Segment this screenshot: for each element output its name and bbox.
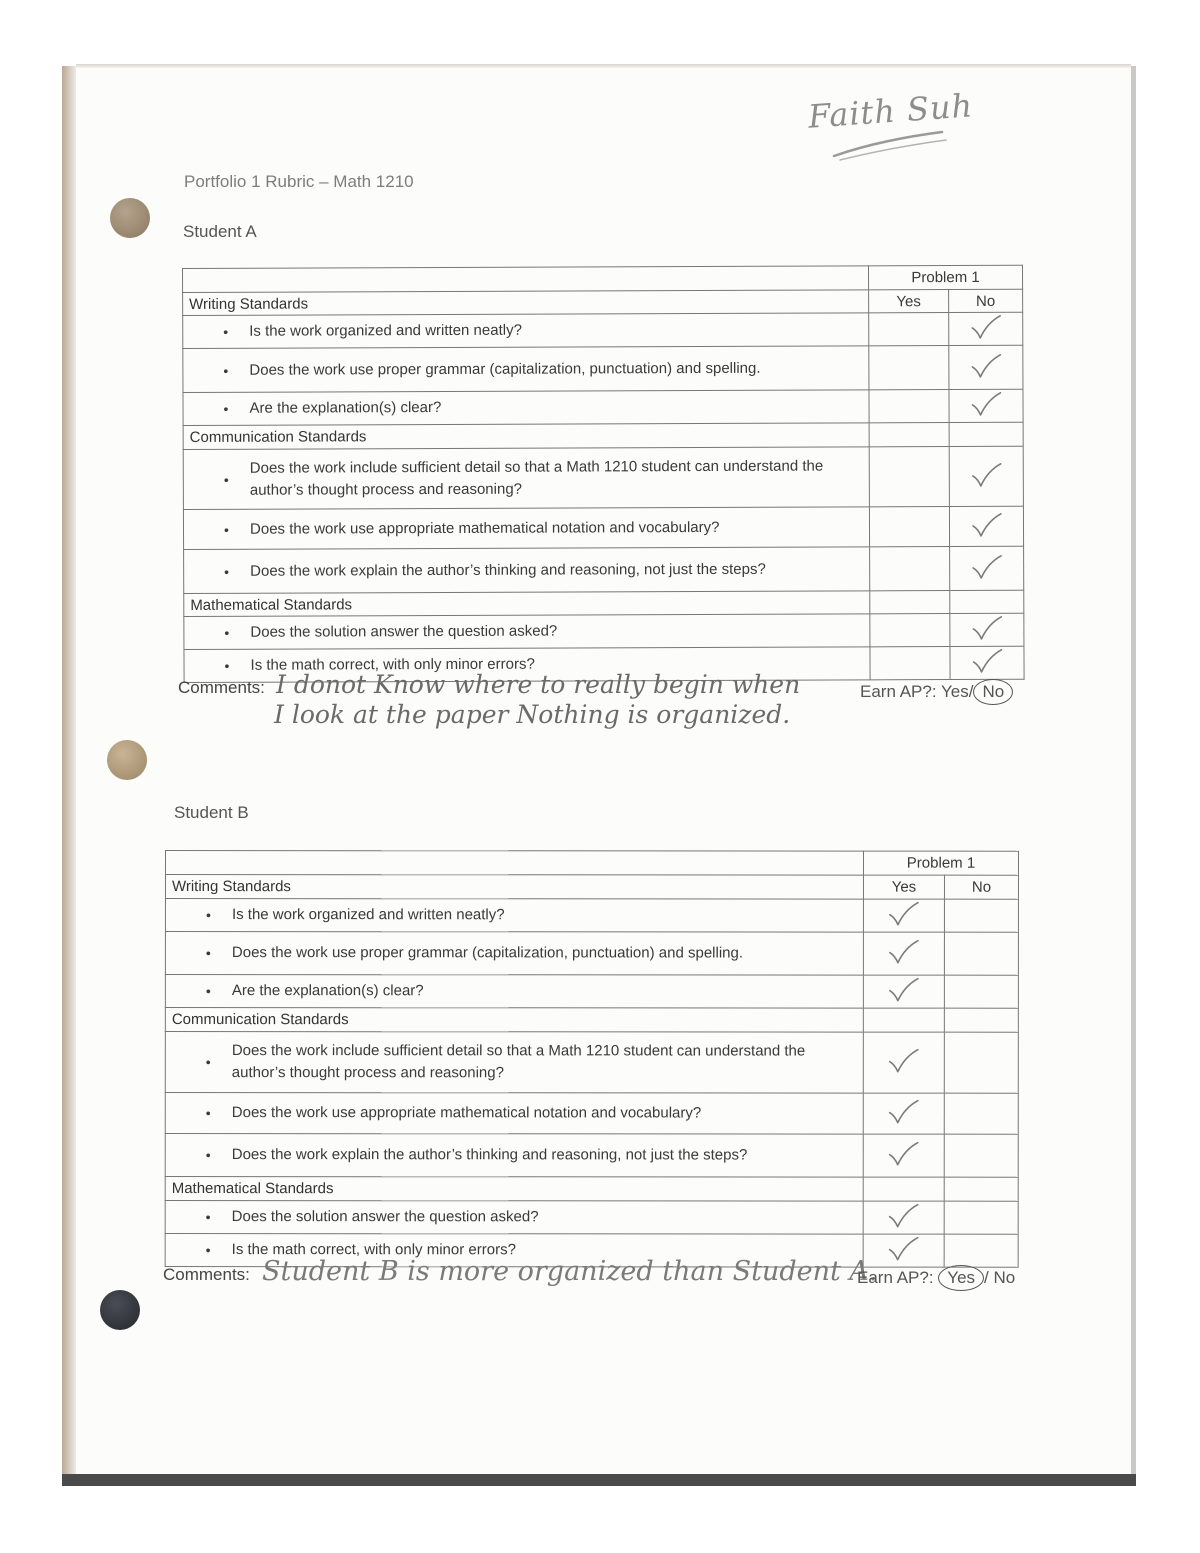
no-cell — [944, 1032, 1018, 1093]
signature-underline-icon — [830, 122, 950, 162]
paper-right-edge — [1131, 66, 1136, 1478]
section-title-writing: Writing Standards — [165, 875, 863, 900]
yes-cell — [863, 1177, 944, 1201]
no-cell — [949, 312, 1023, 345]
earn-ap-choice — [857, 1268, 1015, 1288]
no-cell — [950, 546, 1024, 590]
punch-hole-middle — [107, 740, 147, 780]
rubric-item: • Does the work include sufficient detail so that a Math 1210 student can understand the author’s thought process and reasoning? — [165, 1032, 863, 1094]
rubric-item: • Does the solution answer the question asked? — [184, 614, 870, 650]
problem-header: Problem 1 — [863, 851, 1018, 875]
yes-cell — [863, 1008, 944, 1032]
earn-ap-separator: / — [984, 1268, 989, 1287]
no-cell — [949, 389, 1023, 422]
yes-cell — [863, 975, 944, 1008]
section-title-communication: Communication Standards — [165, 1008, 863, 1033]
rubric-item: • Are the explanation(s) clear? — [183, 390, 869, 426]
section-title-writing: Writing Standards — [183, 290, 869, 316]
no-cell — [949, 506, 1023, 546]
checkmark-icon — [887, 1098, 921, 1130]
checkmark-icon — [969, 351, 1003, 383]
handwritten-comment: I donot Know where to really begin when — [276, 670, 801, 699]
student-a-label: Student A — [183, 222, 257, 241]
yes-cell — [869, 423, 949, 447]
checkmark-icon — [887, 900, 921, 932]
earn-ap-label: Earn AP?: — [857, 1268, 934, 1287]
no-cell — [944, 1093, 1018, 1134]
paper-left-edge — [62, 66, 76, 1478]
earn-ap-separator: / — [968, 682, 974, 701]
checkmark-icon — [970, 552, 1004, 584]
rubric-item: • Does the work explain the author’s thinking and reasoning, not just the steps? — [184, 547, 870, 594]
rubric-item: • Is the work organized and written neatly? — [165, 899, 863, 933]
no-column-header: No — [944, 875, 1018, 899]
handwritten-comment: I look at the paper Nothing is organized. — [274, 700, 791, 729]
yes-cell — [869, 346, 949, 390]
no-cell — [950, 646, 1024, 679]
no-cell — [949, 345, 1023, 389]
earn-ap-choice — [860, 682, 1013, 702]
no-cell — [950, 613, 1024, 646]
yes-cell — [863, 1201, 944, 1234]
checkmark-icon — [887, 938, 921, 970]
rubric-table-student-a — [182, 265, 1025, 683]
yes-cell — [870, 547, 950, 591]
yes-cell — [863, 1093, 944, 1134]
comments-label: Comments: — [163, 1265, 250, 1284]
section-title-communication: Communication Standards — [183, 423, 869, 450]
checkmark-icon — [969, 313, 1003, 345]
yes-column-header: Yes — [869, 290, 949, 313]
earn-ap-yes-circled: Yes — [938, 1265, 984, 1291]
yes-cell — [863, 899, 944, 932]
earn-ap-no-circled: No — [973, 679, 1013, 705]
no-cell — [944, 932, 1018, 975]
checkmark-icon — [969, 460, 1003, 492]
section-title-mathematical: Mathematical Standards — [165, 1177, 863, 1202]
no-cell — [944, 1234, 1018, 1267]
rubric-item: • Does the solution answer the question asked? — [165, 1201, 863, 1235]
yes-cell — [863, 1134, 944, 1177]
yes-column-header: Yes — [863, 875, 944, 899]
no-cell — [944, 1134, 1018, 1177]
yes-cell — [869, 313, 949, 346]
handwritten-comment: Student B is more organized than Student A. — [262, 1256, 878, 1287]
no-cell — [944, 975, 1018, 1008]
section-title-mathematical: Mathematical Standards — [184, 591, 870, 617]
checkmark-icon — [887, 1047, 921, 1079]
yes-cell — [870, 647, 950, 680]
rubric-item: • Is the math correct, with only minor errors? — [184, 647, 870, 683]
no-column-header: No — [949, 289, 1023, 312]
document-title: Portfolio 1 Rubric – Math 1210 — [184, 172, 414, 191]
checkmark-icon — [969, 390, 1003, 422]
yes-cell — [869, 507, 949, 547]
no-cell — [949, 446, 1023, 506]
checkmark-icon — [970, 614, 1004, 646]
rubric-header-blank — [165, 851, 863, 876]
rubric-item: • Does the work use proper grammar (capitalization, punctuation) and spelling. — [165, 932, 863, 976]
comments-label: Comments: — [178, 678, 265, 697]
checkmark-icon — [887, 1140, 921, 1172]
checkmark-icon — [887, 1202, 921, 1234]
rubric-item: • Are the explanation(s) clear? — [165, 975, 863, 1009]
problem-header: Problem 1 — [868, 265, 1022, 290]
rubric-header-blank — [183, 266, 869, 293]
punch-hole-top — [110, 198, 150, 238]
rubric-table-student-b — [165, 850, 1019, 1268]
yes-cell — [863, 932, 944, 975]
punch-hole-bottom — [100, 1290, 140, 1330]
no-cell — [949, 422, 1023, 446]
yes-cell — [869, 447, 949, 507]
no-cell — [950, 590, 1024, 613]
no-cell — [944, 899, 1018, 932]
rubric-item: • Is the math correct, with only minor errors? — [165, 1234, 863, 1268]
rubric-item: • Does the work use appropriate mathematical notation and vocabulary? — [165, 1093, 863, 1135]
checkmark-icon — [887, 976, 921, 1008]
yes-cell — [870, 591, 950, 614]
checkmark-icon — [887, 1235, 921, 1267]
rubric-item: • Does the work include sufficient detail so that a Math 1210 student can understand the author’s thought process and reasoning? — [183, 447, 869, 510]
rubric-item: • Does the work explain the author’s thinking and reasoning, not just the steps? — [165, 1134, 863, 1178]
checkmark-icon — [970, 647, 1004, 679]
rubric-item: • Is the work organized and written neatly? — [183, 313, 869, 349]
rubric-item: • Does the work use proper grammar (capitalization, punctuation) and spelling. — [183, 346, 869, 393]
rubric-item: • Does the work use appropriate mathematical notation and vocabulary? — [183, 507, 869, 550]
no-cell — [944, 1177, 1018, 1201]
handwritten-signature: Faith Suh — [806, 86, 975, 136]
yes-cell — [870, 614, 950, 647]
checkmark-icon — [969, 510, 1003, 542]
yes-cell — [863, 1032, 944, 1093]
scan-bottom-edge — [62, 1474, 1136, 1486]
yes-cell — [869, 390, 949, 423]
earn-ap-label: Earn AP?: — [860, 682, 937, 701]
earn-ap-no: No — [993, 1268, 1016, 1287]
no-cell — [944, 1008, 1018, 1032]
earn-ap-yes: Yes — [940, 682, 969, 701]
student-b-label: Student B — [174, 803, 249, 822]
no-cell — [944, 1201, 1018, 1234]
